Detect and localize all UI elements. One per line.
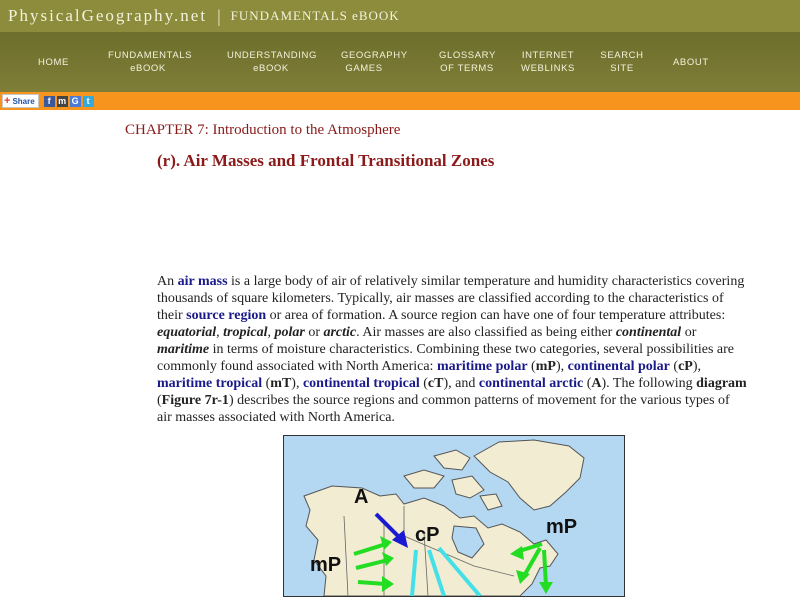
twitter-icon[interactable]: t: [83, 96, 94, 107]
nav-home[interactable]: [38, 56, 69, 69]
text: in terms of moisture characteristics. Combining these two categories, several possibilities are commonly found associated with North America:: [157, 342, 734, 374]
header-divider: |: [217, 5, 221, 26]
text: ),: [291, 376, 303, 391]
nav-label-line2: eBOOK: [253, 63, 289, 74]
text: ,: [216, 325, 224, 340]
term-maritime-polar[interactable]: maritime polar: [436, 359, 528, 374]
text: ). The following: [601, 376, 697, 391]
term-continental-arctic[interactable]: continental arctic: [478, 376, 584, 391]
chapter-heading: CHAPTER 7: Introduction to the Atmosphere: [125, 122, 401, 138]
term-continental-polar[interactable]: continental polar: [567, 359, 670, 374]
nav-about-label: ABOUT: [673, 57, 709, 68]
diagram-link: diagram: [696, 376, 747, 391]
text: . Air masses are also classified as being either: [356, 325, 616, 340]
text: is a large body of air of relatively similar temperature and humidity characteristics covering thousands of square kilometers. Typically, air masses are classified according to the characteristics of their: [157, 274, 745, 323]
term-continental-tropical[interactable]: continental tropical: [302, 376, 420, 391]
term-maritime-tropical[interactable]: maritime tropical: [157, 376, 263, 391]
share-button[interactable]: [2, 94, 39, 108]
term-equatorial: equatorial: [157, 325, 217, 340]
nav-internet-weblinks[interactable]: [518, 49, 578, 75]
air-mass-map: [283, 435, 625, 597]
abbr-cp: cP: [678, 359, 693, 374]
nav-geography-games[interactable]: [341, 49, 408, 75]
mp-east-arrow: [544, 550, 546, 586]
figure-reference: Figure 7r-1: [161, 393, 229, 408]
nav-label-line2: OF TERMS: [440, 63, 494, 74]
section-title: (r). Air Masses and Frontal Transitional Zones: [157, 151, 495, 170]
arctic-island: [404, 470, 444, 488]
text: ),: [555, 359, 568, 374]
term-air-mass[interactable]: air mass: [177, 274, 228, 289]
text: (: [157, 393, 162, 408]
nav-home-label: HOME: [38, 57, 69, 68]
arctic-island: [480, 494, 502, 510]
term-source-region[interactable]: source region: [186, 308, 267, 323]
text: (: [583, 376, 592, 391]
header-subtitle: FUNDAMENTALS eBOOK: [230, 8, 400, 23]
text: (: [669, 359, 679, 374]
term-continental: continental: [615, 325, 682, 340]
share-label: Share: [12, 96, 35, 106]
label-cp: cP: [415, 524, 440, 546]
nav-label-line1: FUNDAMENTALS: [108, 50, 193, 61]
text: or area of formation. A source region can have one of four temperature attributes:: [266, 308, 726, 323]
main-nav: [0, 32, 800, 92]
nav-label-line1: INTERNET: [521, 50, 575, 61]
nav-fundamentals-ebook[interactable]: [108, 49, 193, 75]
label-mp-west: mP: [310, 554, 342, 576]
term-tropical: tropical: [223, 325, 268, 340]
abbr-a: A: [591, 376, 602, 391]
label-a: A: [354, 486, 369, 508]
intro-paragraph: [157, 273, 747, 426]
arctic-island: [434, 450, 470, 470]
text: (: [419, 376, 428, 391]
nav-label-line2: GAMES: [345, 63, 383, 74]
nav-label-line1: UNDERSTANDING: [227, 50, 317, 61]
text: or: [681, 325, 697, 340]
abbr-mt: mT: [270, 376, 292, 391]
myspace-icon[interactable]: m: [58, 96, 67, 106]
nav-understanding-ebook[interactable]: [227, 49, 315, 75]
facebook-icon[interactable]: f: [44, 96, 55, 107]
text: ),: [692, 359, 701, 374]
share-bar: [0, 92, 800, 110]
site-title[interactable]: PhysicalGeography.net: [8, 6, 208, 25]
nav-glossary-of-terms[interactable]: [439, 49, 495, 75]
term-polar: polar: [274, 325, 305, 340]
text: (: [262, 376, 271, 391]
nav-label-line1: GLOSSARY: [439, 50, 496, 61]
abbr-ct: cT: [427, 376, 444, 391]
text: ), and: [443, 376, 479, 391]
text: ,: [267, 325, 275, 340]
term-arctic: arctic: [323, 325, 357, 340]
nav-label-line2: WEBLINKS: [521, 63, 575, 74]
nav-label-line1: SEARCH: [600, 50, 644, 61]
text: ) describes the source regions and common patterns of movement for the various types of air masses associated with North America.: [157, 393, 730, 425]
nav-label-line1: GEOGRAPHY: [341, 50, 408, 61]
nav-search-site[interactable]: [598, 49, 646, 75]
mp-west-arrow: [358, 582, 386, 584]
plus-icon: +: [4, 94, 11, 107]
abbr-mp: mP: [535, 359, 556, 374]
site-header: [0, 0, 800, 32]
mp-east-arrowhead: [539, 582, 553, 594]
google-icon[interactable]: G: [71, 96, 79, 106]
nav-label-line2: eBOOK: [130, 63, 166, 74]
text: or: [304, 325, 324, 340]
nav-about[interactable]: [673, 56, 709, 69]
text: (: [527, 359, 536, 374]
nav-label-line2: SITE: [610, 63, 634, 74]
arctic-island: [452, 476, 484, 498]
term-maritime: maritime: [157, 342, 210, 357]
text: An: [157, 274, 178, 289]
label-mp-east: mP: [546, 516, 578, 538]
